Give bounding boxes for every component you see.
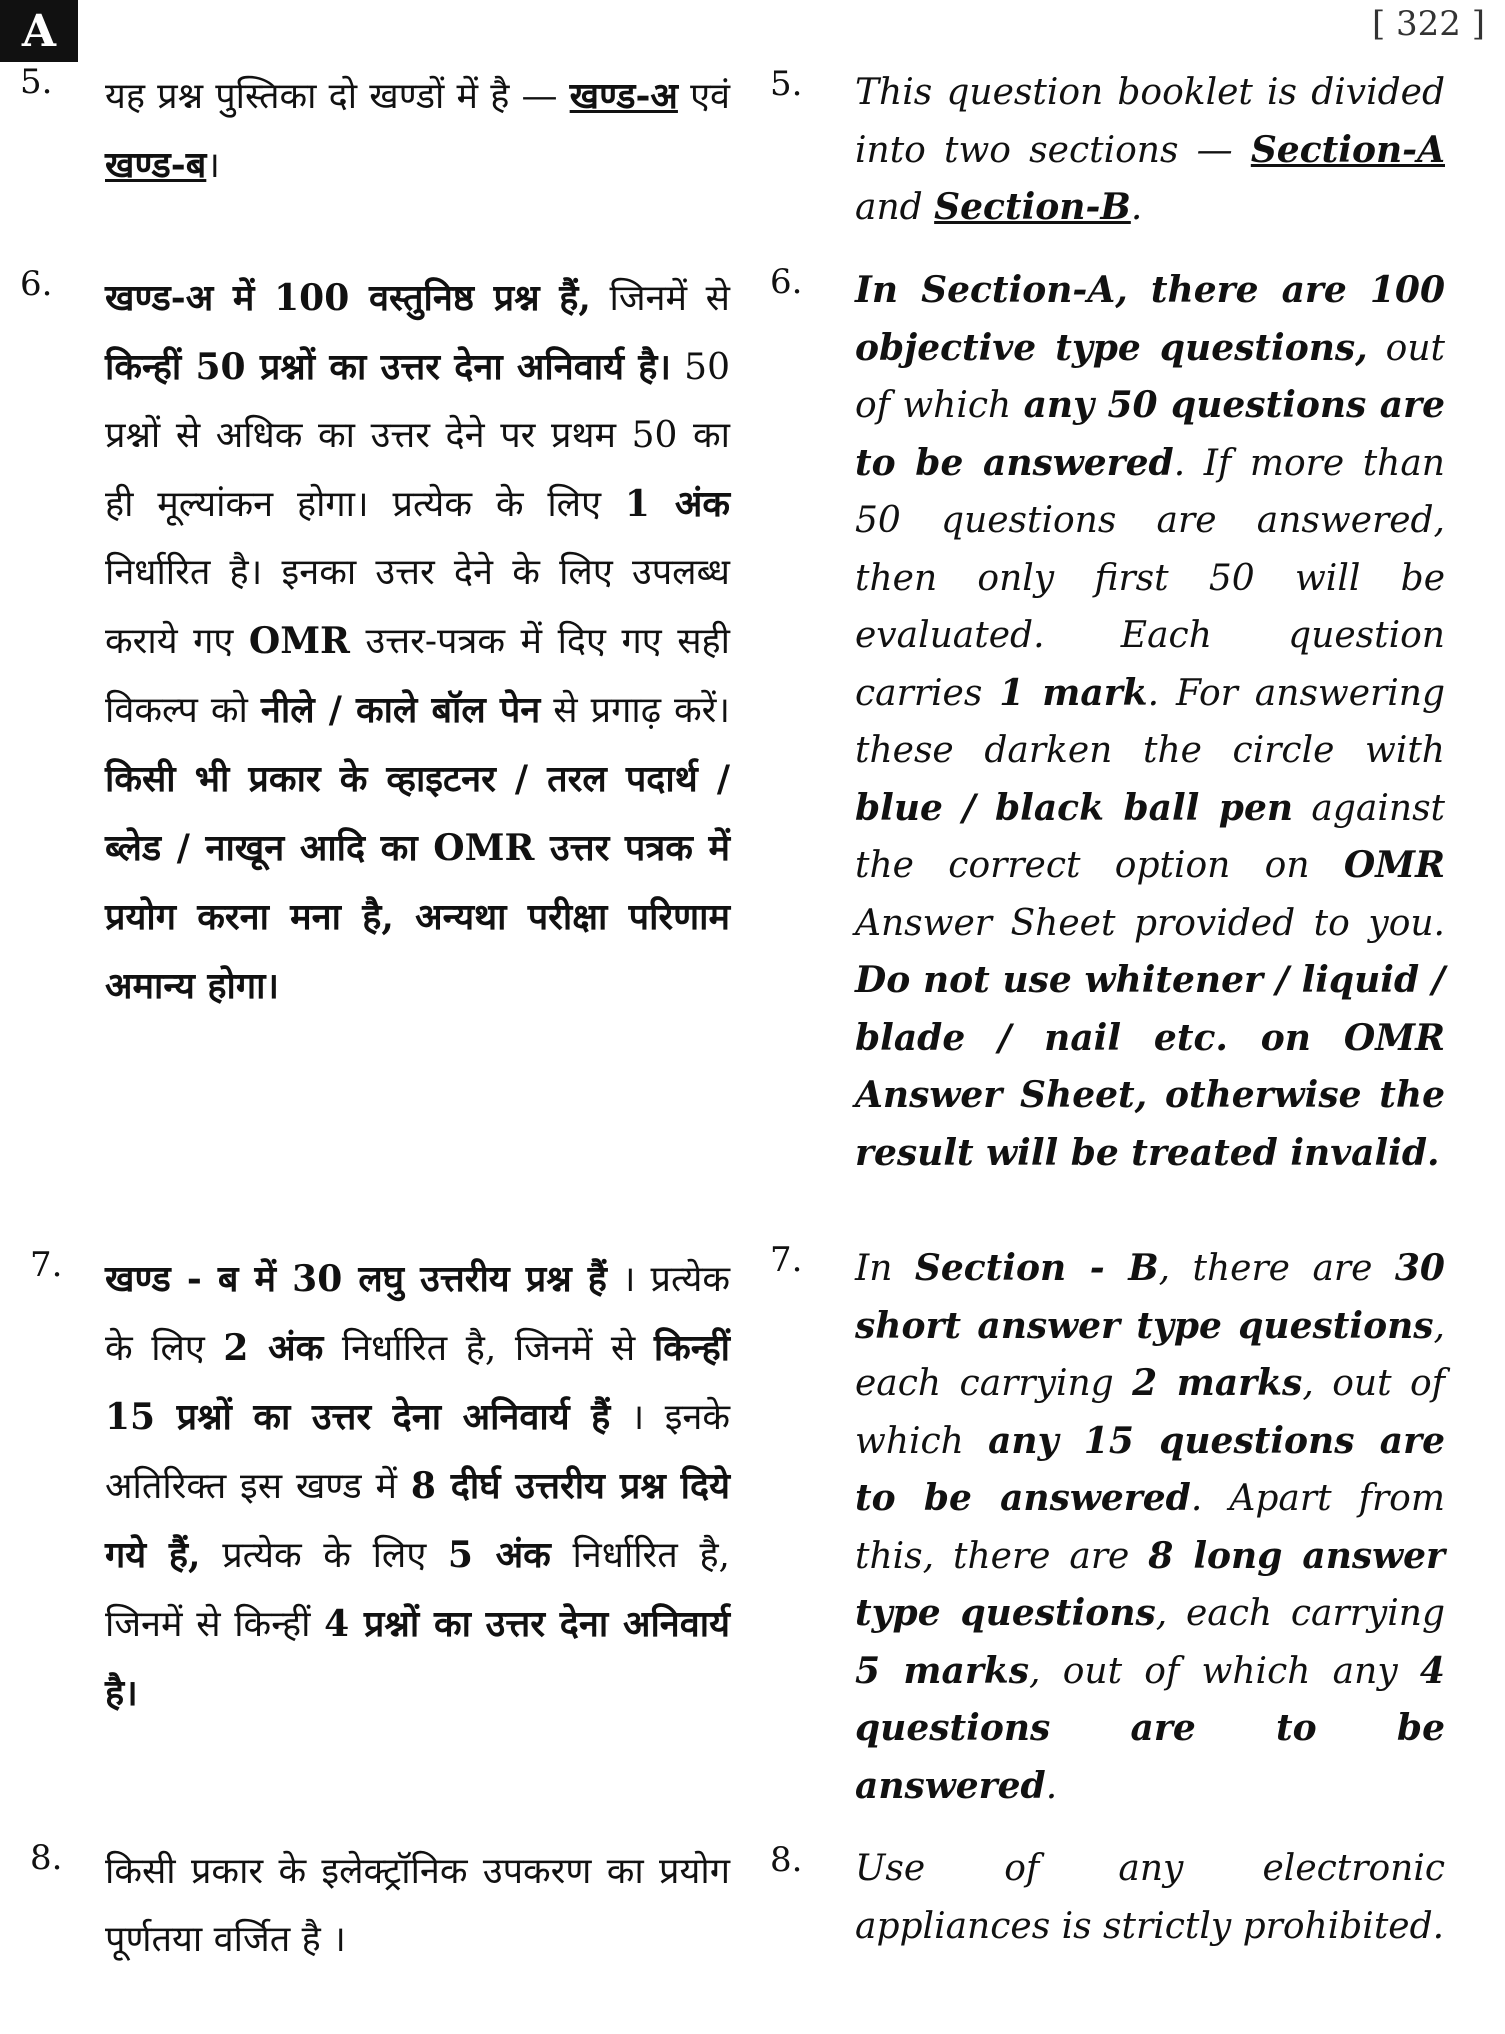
emphasis-text: Section-A: [1250, 128, 1445, 171]
emphasis-text: हैं: [587, 1258, 607, 1300]
text-run: , there are: [1158, 1248, 1395, 1289]
text-run: , each carrying: [1155, 1593, 1445, 1634]
text-run: , out of which any: [1029, 1650, 1420, 1692]
emphasis-text: Section-B: [934, 186, 1131, 228]
instruction-text: [105, 264, 730, 1021]
emphasis-text: 5 अंक: [447, 1534, 551, 1576]
page-number: [ 322 ]: [1371, 4, 1485, 44]
text-run: यह प्रश्न पुस्तिका दो खण्डों में है —: [105, 76, 570, 117]
emphasis-text: 5 marks: [855, 1649, 1029, 1692]
emphasis-text: नीले / काले बॉल पेन: [260, 689, 541, 731]
emphasis-text: किन्हीं 15 प्रश्नों का उत्तर देना अनिवार्य हैं: [105, 1327, 731, 1438]
emphasis-text: खण्ड-अ: [569, 75, 678, 117]
emphasis-text: 4 questions are to be answered: [855, 1649, 1445, 1807]
text-run: Use of any electronic appliances is strictly prohibited.: [855, 1848, 1445, 1947]
emphasis-text: any 50 questions are to be answered: [855, 384, 1445, 484]
text-run: से प्रगाढ़ करें।: [540, 690, 731, 731]
item-number: 7.: [30, 1245, 63, 1285]
text-run: . Apart from this, there are: [855, 1478, 1445, 1577]
text-run: , out of which: [855, 1363, 1445, 1462]
text-run: । प्रत्येक के लिए: [105, 1259, 730, 1369]
text-run: and: [855, 187, 935, 228]
text-run: out of which: [855, 327, 1445, 426]
emphasis-text: Section - B: [914, 1247, 1159, 1289]
instruction-text: [855, 1840, 1445, 1955]
instruction-text: [105, 1838, 730, 1974]
emphasis-text: 2 marks: [1132, 1362, 1303, 1404]
item-number: 6.: [770, 262, 803, 302]
text-run: । इनके अतिरिक्त इस खण्ड में: [105, 1397, 731, 1507]
emphasis-text: खण्ड-अ में 100 वस्तुनिष्ठ प्रश्न हैं,: [105, 277, 591, 319]
text-run: एवं: [677, 76, 730, 117]
instruction-text: [105, 62, 730, 200]
emphasis-text: OMR: [1343, 844, 1445, 886]
text-run: In: [855, 1248, 915, 1289]
instruction-text: [855, 1240, 1445, 1815]
text-run: This question booklet is divided into two sections —: [855, 72, 1445, 171]
text-run: ।: [206, 145, 220, 186]
text-run: , each carrying: [855, 1305, 1445, 1404]
emphasis-text: 8 दीर्घ उत्तरीय प्रश्न दिये गये हैं,: [105, 1465, 730, 1576]
emphasis-text: 2 अंक: [223, 1327, 324, 1369]
emphasis-text: 1 अंक: [624, 483, 730, 525]
text-run: जिनमें से: [590, 278, 730, 319]
item-number: 7.: [770, 1240, 803, 1280]
emphasis-text: 8 long answer type questions: [855, 1534, 1445, 1634]
item-number: 5.: [770, 64, 803, 104]
section-badge: A: [0, 0, 78, 62]
item-number: 6.: [20, 264, 53, 304]
text-run: निर्धारित है, जिनमें से: [323, 1328, 654, 1369]
emphasis-text: In Section-A, there are 100 objective type questions,: [855, 269, 1445, 369]
emphasis-text: OMR: [248, 620, 350, 662]
emphasis-text: खण्ड-ब: [105, 144, 207, 186]
emphasis-text: 30 short answer type questions: [855, 1247, 1445, 1347]
emphasis-text: Do not use whitener / liquid / blade / nail etc. on OMR Answer Sheet, otherwise the result will be treated invalid.: [855, 959, 1445, 1174]
emphasis-text: blue / black ball pen: [855, 786, 1294, 829]
emphasis-text: खण्ड - ब में 30: [105, 1258, 343, 1300]
text-run: against the correct option on: [855, 787, 1446, 886]
item-number: 8.: [770, 1840, 803, 1880]
text-run: .: [1045, 1765, 1058, 1807]
emphasis-text: लघु उत्तरीय प्रश्न: [342, 1258, 588, 1300]
text-run: .: [1130, 187, 1143, 228]
emphasis-text: 4 प्रश्नों का उत्तर देना अनिवार्य है।: [105, 1603, 730, 1714]
instruction-text: [855, 262, 1445, 1182]
text-run: प्रत्येक के लिए: [200, 1535, 448, 1576]
text-run: . For answering these darken the circle with: [855, 672, 1445, 771]
text-run: . If more than 50 questions are answered, then only first 50 will be evaluated. Each question carries: [855, 442, 1445, 714]
item-number: 8.: [30, 1838, 63, 1878]
emphasis-text: any 15 questions are to be answered: [855, 1419, 1445, 1519]
text-run: निर्धारित है। इनका उत्तर देने के लिए उपलब्ध कराये गए: [105, 552, 730, 662]
text-run: Answer Sheet provided to you.: [855, 902, 1445, 944]
text-run: उत्तर-पत्रक में दिए गए सही विकल्प को: [105, 621, 730, 731]
emphasis-text: किसी भी प्रकार के व्हाइटनर / तरल पदार्थ / ब्लेड / नाखून आदि का OMR उत्तर पत्रक में प्रयोग करना मना है, अन्यथा परीक्षा परिणाम अमान्य होगा।: [105, 758, 730, 1007]
instruction-text: [855, 64, 1445, 237]
text-run: किसी प्रकार के इलेक्ट्रॉनिक उपकरण का प्रयोग पूर्णतया वर्जित है ।: [105, 1851, 730, 1960]
text-run: 50 प्रश्नों से अधिक का उत्तर देने पर प्रथम 50 का ही मूल्यांकन होगा। प्रत्येक के लिए: [105, 347, 730, 525]
emphasis-text: किन्हीं 50 प्रश्नों का उत्तर देना अनिवार्य है।: [105, 346, 671, 388]
emphasis-text: 1 mark: [999, 671, 1148, 714]
text-run: निर्धारित है, जिनमें से किन्हीं: [105, 1535, 730, 1645]
item-number: 5.: [20, 62, 53, 102]
instruction-text: [105, 1245, 730, 1728]
